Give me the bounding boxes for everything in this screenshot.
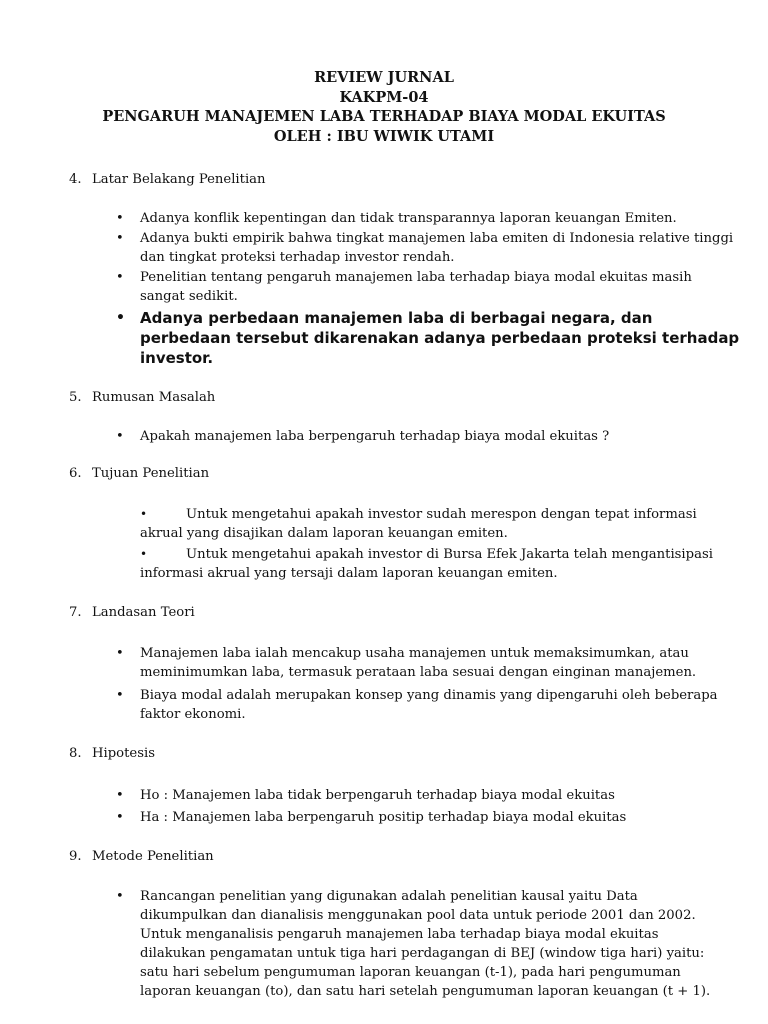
section-title-hipotesis xyxy=(69,744,155,763)
section-number: 9. xyxy=(69,849,82,864)
section-label: Landasan Teori xyxy=(92,605,195,620)
bullet-icon: • xyxy=(116,810,124,825)
bullet-icon: • xyxy=(116,429,124,444)
section-label: Hipotesis xyxy=(92,746,155,761)
list-item xyxy=(116,209,740,228)
section-number: 5. xyxy=(69,390,82,405)
header-title: REVIEW JURNAL xyxy=(314,69,454,86)
section-label: Metode Penelitian xyxy=(92,849,214,864)
bullet-icon: • xyxy=(116,231,124,246)
header-code: KAKPM-04 xyxy=(339,88,429,106)
list-item xyxy=(116,686,740,724)
list-item-text: Adanya konflik kepentingan dan tidak transparannya laporan keuangan Emiten. xyxy=(140,211,677,226)
list-item-text: Ha : Manajemen laba berpengaruh positip terhadap biaya modal ekuitas xyxy=(140,810,627,825)
header-author: OLEH : IBU WIWIK UTAMI xyxy=(273,127,495,145)
list-item-text: Apakah manajemen laba berpengaruh terhadap biaya modal ekuitas ? xyxy=(140,429,610,444)
list-item xyxy=(116,808,740,827)
list-item xyxy=(116,427,740,446)
list-item xyxy=(116,644,740,682)
list-item-text: Manajemen laba ialah mencakup usaha manajemen untuk memaksimumkan, atau meminimumkan laba, termasuk perataan laba sesuai dengan einginan manajemen. xyxy=(140,646,697,680)
bullet-icon: • xyxy=(116,211,124,226)
list-item-text: Penelitian tentang pengaruh manajemen laba terhadap biaya modal ekuitas masih sangat sedikit. xyxy=(140,270,692,304)
list-item-text: Adanya perbedaan manajemen laba di berbagai negara, dan perbedaan tersebut dikarenakan adanya perbedaan proteksi terhadap investor. xyxy=(140,309,740,367)
list-item-text: Untuk mengetahui apakah investor sudah merespon dengan tepat informasi akrual yang disajikan dalam laporan keuangan emiten. xyxy=(140,507,697,541)
list-item xyxy=(140,505,725,543)
list-item xyxy=(116,887,715,1001)
list-item-text: Untuk mengetahui apakah investor di Bursa Efek Jakarta telah mengantisipasi informasi akrual yang tersaji dalam laporan keuangan emiten. xyxy=(140,547,713,581)
section-label: Rumusan Masalah xyxy=(92,390,216,405)
section-title-tujuan-penelitian xyxy=(69,464,209,483)
bullet-icon: • xyxy=(116,688,124,703)
list-item-text: Adanya bukti empirik bahwa tingkat manajemen laba emiten di Indonesia relative tinggi dan tingkat proteksi terhadap investor rendah. xyxy=(140,231,734,265)
header-journal-title: PENGARUH MANAJEMEN LABA TERHADAP BIAYA MODAL EKUITAS xyxy=(102,108,666,125)
section-label: Tujuan Penelitian xyxy=(92,466,210,481)
list-item xyxy=(116,229,740,267)
list-item-text: Biaya modal adalah merupakan konsep yang dinamis yang dipengaruhi oleh beberapa faktor ekonomi. xyxy=(140,688,718,722)
bullet-icon: • xyxy=(116,270,124,285)
section-number: 6. xyxy=(69,466,82,481)
section-number: 4. xyxy=(69,172,82,187)
section-title-landasan-teori xyxy=(69,603,195,622)
list-item xyxy=(116,786,740,805)
section-title-rumusan-masalah xyxy=(69,388,215,407)
bullet-icon: • xyxy=(140,507,148,521)
section-number: 8. xyxy=(69,746,82,761)
list-item-text: Ho : Manajemen laba tidak berpengaruh terhadap biaya modal ekuitas xyxy=(140,788,615,803)
bullet-icon: • xyxy=(116,889,124,904)
section-title-latar-belakang xyxy=(69,170,266,189)
bullet-icon: • xyxy=(116,788,124,803)
list-item-emphasis xyxy=(116,308,740,368)
list-item xyxy=(116,268,740,306)
list-item xyxy=(140,545,725,583)
bullet-icon: • xyxy=(140,547,148,561)
bullet-icon: • xyxy=(116,310,125,326)
section-number: 7. xyxy=(69,605,82,620)
list-item-text: Rancangan penelitian yang digunakan adalah penelitian kausal yaitu Data dikumpulkan dan dianalisis menggunakan pool data untuk periode 2001 dan 2002. Untuk menganalisis pengaruh manajemen laba terhadap biaya modal ekuitas dilakukan pengamatan untuk tiga hari perdagangan di BEJ (window tiga hari) yaitu: satu hari sebelum pengumuman laporan keuangan (t-1), pada hari pengumuman laporan keuangan (to), dan satu hari setelah pengumuman laporan keuangan (t + 1). xyxy=(140,889,711,999)
document-header xyxy=(0,68,768,146)
bullet-icon: • xyxy=(116,646,124,661)
section-title-metode-penelitian xyxy=(69,847,214,866)
section-label: Latar Belakang Penelitian xyxy=(92,172,266,187)
